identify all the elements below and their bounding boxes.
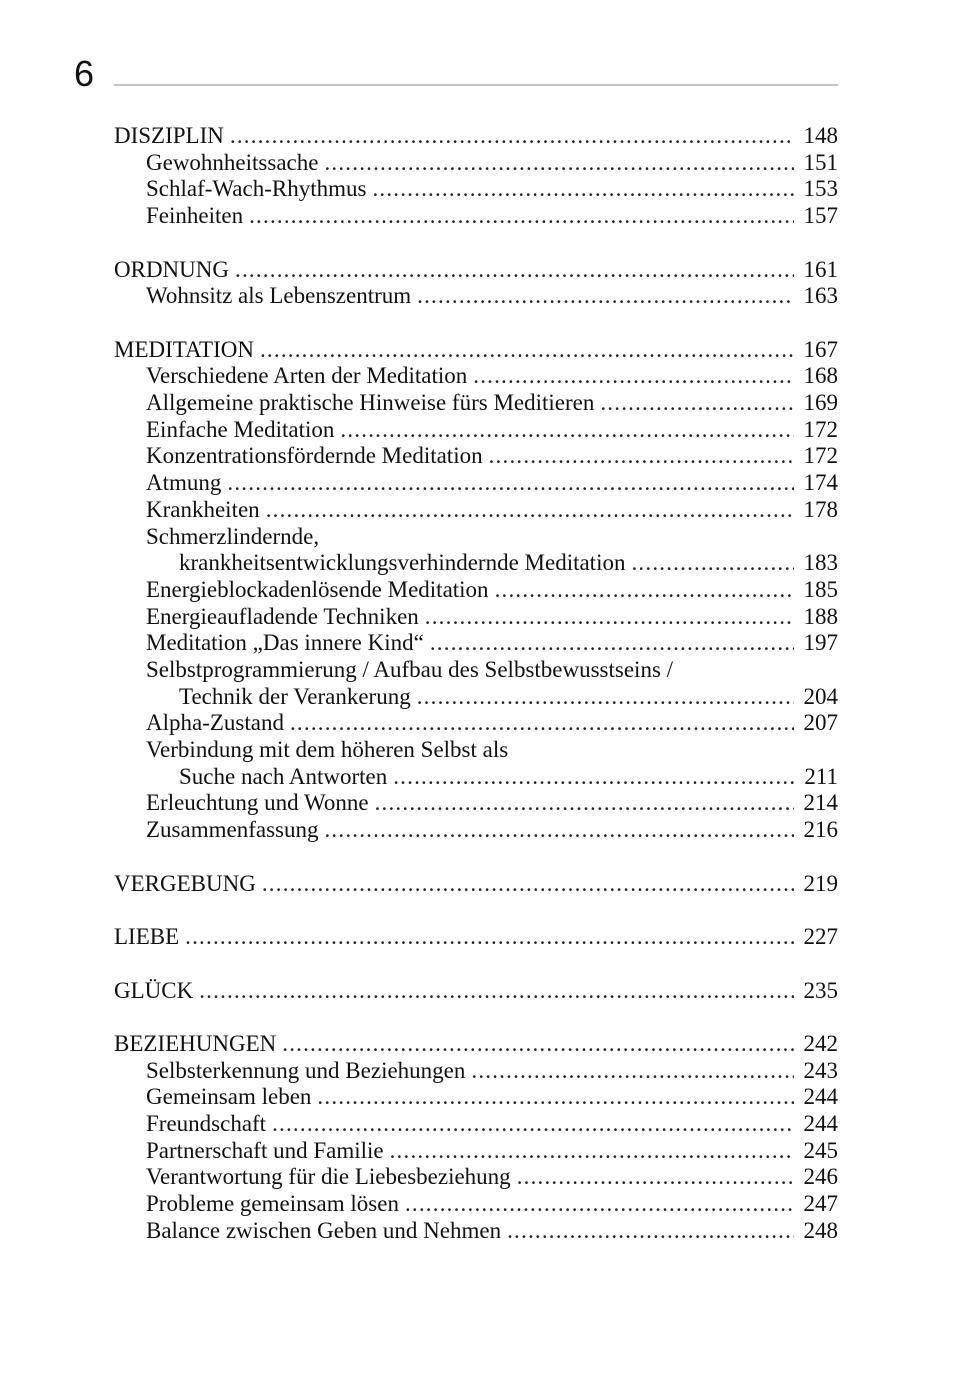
toc-entry-title: Probleme gemeinsam lösen: [146, 1191, 399, 1217]
toc-subentry[interactable]: [114, 1218, 838, 1245]
toc-entry-page: 246: [803, 1164, 838, 1190]
toc-entry-page: 169: [803, 390, 838, 416]
toc-entry-title: Feinheiten: [146, 203, 244, 229]
toc-entry-page: 172: [803, 443, 838, 469]
toc-chapter-entry[interactable]: [114, 337, 838, 364]
dot-leader: [266, 497, 794, 524]
toc-entry-page: 227: [803, 924, 838, 950]
dot-leader: [489, 443, 794, 470]
toc-entry-title: GLÜCK: [114, 977, 194, 1003]
toc-subentry[interactable]: [114, 1111, 838, 1138]
toc-entry-page: 153: [803, 176, 838, 202]
toc-subentry[interactable]: [114, 203, 838, 230]
toc-subentry[interactable]: [114, 283, 838, 310]
dot-leader: [249, 203, 794, 230]
toc-entry-page: 219: [803, 870, 838, 896]
toc-entry-page: 161: [803, 256, 838, 282]
toc-entry-page: 185: [803, 576, 838, 602]
dot-leader: [417, 283, 794, 310]
dot-leader: [282, 1031, 794, 1058]
toc-entry-page: 197: [803, 630, 838, 656]
toc-entry-title: Verbindung mit dem höheren Selbst als: [146, 737, 509, 763]
toc-entry-page: 157: [803, 203, 838, 229]
toc-subentry[interactable]: [114, 176, 838, 203]
toc-subentry[interactable]: [114, 577, 838, 604]
toc-entry-title: Erleuchtung und Wonne: [146, 790, 369, 816]
toc-entry-title: Konzentrationsfördernde Meditation: [146, 443, 483, 469]
toc-subentry[interactable]: [114, 790, 838, 817]
toc-subentry[interactable]: [114, 497, 838, 524]
toc-subentry[interactable]: [114, 1058, 838, 1085]
dot-leader: [517, 1164, 794, 1191]
toc-entry-title: VERGEBUNG: [114, 870, 256, 896]
toc-subentry[interactable]: [114, 604, 838, 631]
dot-leader: [199, 978, 794, 1005]
toc-entry-page: 172: [803, 416, 838, 442]
toc-entry-page: 207: [803, 710, 838, 736]
dot-leader: [473, 363, 794, 390]
toc-chapter-entry[interactable]: [114, 1031, 838, 1058]
toc-entry-title: Zusammenfassung: [146, 817, 319, 843]
dot-leader: [185, 924, 794, 951]
dot-leader: [471, 1058, 794, 1085]
toc-entry-page: 174: [803, 470, 838, 496]
toc-subentry[interactable]: [114, 1191, 838, 1218]
toc-entry-title: krankheitsentwicklungsverhindernde Meditation: [179, 550, 626, 576]
toc-subentry[interactable]: [114, 417, 838, 444]
toc-subentry[interactable]: [114, 1084, 838, 1111]
dot-leader: [375, 790, 794, 817]
dot-leader: [317, 1084, 794, 1111]
dot-leader: [430, 630, 794, 657]
toc-subentry[interactable]: [114, 363, 838, 390]
toc-entry-title: Suche nach Antworten: [179, 763, 388, 789]
toc-entry-title: DISZIPLIN: [114, 123, 224, 148]
toc-entry-title: Freundschaft: [146, 1111, 267, 1137]
toc-subentry[interactable]: [114, 1138, 838, 1165]
toc-entry-page: 248: [803, 1217, 838, 1243]
toc-entry-page: 178: [803, 496, 838, 522]
dot-leader: [631, 550, 794, 577]
toc-subentry[interactable]: [114, 550, 838, 577]
toc-chapter-entry[interactable]: [114, 978, 838, 1005]
toc-entry-title: Balance zwischen Geben und Nehmen: [146, 1217, 502, 1243]
toc-entry-title: Selbsterkennung und Beziehungen: [146, 1057, 466, 1083]
toc-subentry[interactable]: [114, 710, 838, 737]
toc-entry-page: 244: [803, 1111, 838, 1137]
toc-entry-page: 151: [803, 149, 838, 175]
dot-leader: [324, 817, 794, 844]
toc-section: [114, 978, 838, 1005]
toc-section: [114, 924, 838, 951]
toc-subentry[interactable]: [114, 684, 838, 711]
toc-entry-page: 247: [803, 1191, 838, 1217]
toc-section: [114, 257, 838, 310]
toc-entry-page: 242: [803, 1031, 838, 1057]
dot-leader: [425, 604, 794, 631]
toc-subentry[interactable]: [114, 150, 838, 177]
toc-entry-page: 244: [803, 1084, 838, 1110]
toc-entry-page: 188: [803, 603, 838, 629]
toc-entry-title: Gemeinsam leben: [146, 1084, 312, 1110]
toc-entry-title: ORDNUNG: [114, 256, 229, 282]
dot-leader: [405, 1191, 794, 1218]
toc-section: [114, 123, 838, 230]
toc-entry-title: Verschiedene Arten der Meditation: [146, 363, 468, 389]
toc-entry-page: 235: [803, 977, 838, 1003]
dot-leader: [262, 871, 794, 898]
dot-leader: [340, 417, 794, 444]
dot-leader: [260, 337, 794, 364]
toc-entry-page: 163: [803, 283, 838, 309]
toc-entry-page: 148: [803, 123, 838, 148]
toc-entry-title: Selbstprogrammierung / Aufbau des Selbstbewusstseins /: [146, 656, 674, 682]
toc-entry-title: LIEBE: [114, 924, 180, 950]
toc-chapter-entry[interactable]: [114, 257, 838, 284]
toc-subentry[interactable]: [114, 737, 838, 764]
toc-chapter-entry[interactable]: [114, 123, 838, 150]
toc-entry-page: 216: [803, 817, 838, 843]
toc-subentry[interactable]: [114, 764, 838, 791]
toc-entry-title: Schmerzlindernde,: [146, 523, 320, 549]
toc-subentry[interactable]: [114, 817, 838, 844]
toc-section: [114, 871, 838, 898]
toc-entry-title: Energieaufladende Techniken: [146, 603, 419, 629]
toc-entry-page: 204: [803, 683, 838, 709]
toc-chapter-entry[interactable]: [114, 924, 838, 951]
header-rule: [114, 84, 838, 86]
dot-leader: [324, 150, 794, 177]
dot-leader: [230, 123, 794, 150]
dot-leader: [372, 176, 794, 203]
dot-leader: [235, 257, 794, 284]
toc-entry-page: 214: [803, 790, 838, 816]
toc-entry-title: Krankheiten: [146, 496, 260, 522]
page-number: 6: [74, 53, 95, 94]
toc-entry-page: 168: [803, 363, 838, 389]
dot-leader: [417, 684, 794, 711]
dot-leader: [227, 470, 794, 497]
toc-entry-page: 243: [803, 1057, 838, 1083]
toc-subentry[interactable]: [114, 390, 838, 417]
dot-leader: [272, 1111, 794, 1138]
dot-leader: [600, 390, 794, 417]
dot-leader: [507, 1218, 794, 1245]
toc-entry-page: 245: [803, 1137, 838, 1163]
toc-entry-title: Schlaf-Wach-Rhythmus: [146, 176, 367, 202]
toc-entry-page: 183: [803, 550, 838, 576]
table-of-contents: [114, 123, 838, 1271]
toc-entry-title: Verantwortung für die Liebesbeziehung: [146, 1164, 511, 1190]
dot-leader: [393, 764, 794, 791]
toc-entry-title: Gewohnheitssache: [146, 149, 319, 175]
toc-entry-title: Energieblockadenlösende Meditation: [146, 576, 489, 602]
toc-entry-title: Wohnsitz als Lebenszentrum: [146, 283, 412, 309]
toc-chapter-entry[interactable]: [114, 871, 838, 898]
toc-subentry[interactable]: [114, 524, 838, 551]
toc-section: [114, 1031, 838, 1245]
toc-entry-title: Technik der Verankerung: [179, 683, 411, 709]
toc-entry-title: Atmung: [146, 470, 222, 496]
dot-leader: [495, 577, 794, 604]
toc-subentry[interactable]: [114, 470, 838, 497]
toc-entry-page: 211: [804, 763, 838, 789]
toc-entry-title: Partnerschaft und Familie: [146, 1137, 384, 1163]
toc-entry-title: Alpha-Zustand: [146, 710, 284, 736]
toc-entry-page: 167: [803, 336, 838, 362]
toc-entry-title: BEZIEHUNGEN: [114, 1031, 277, 1057]
toc-subentry[interactable]: [114, 443, 838, 470]
toc-subentry[interactable]: [114, 657, 838, 684]
toc-entry-title: MEDITATION: [114, 336, 254, 362]
toc-subentry[interactable]: [114, 630, 838, 657]
toc-subentry[interactable]: [114, 1164, 838, 1191]
toc-entry-title: Allgemeine praktische Hinweise fürs Meditieren: [146, 390, 595, 416]
toc-entry-title: Einfache Meditation: [146, 416, 335, 442]
dot-leader: [290, 710, 794, 737]
toc-section: [114, 337, 838, 844]
toc-entry-title: Meditation „Das innere Kind“: [146, 630, 424, 656]
dot-leader: [390, 1138, 794, 1165]
